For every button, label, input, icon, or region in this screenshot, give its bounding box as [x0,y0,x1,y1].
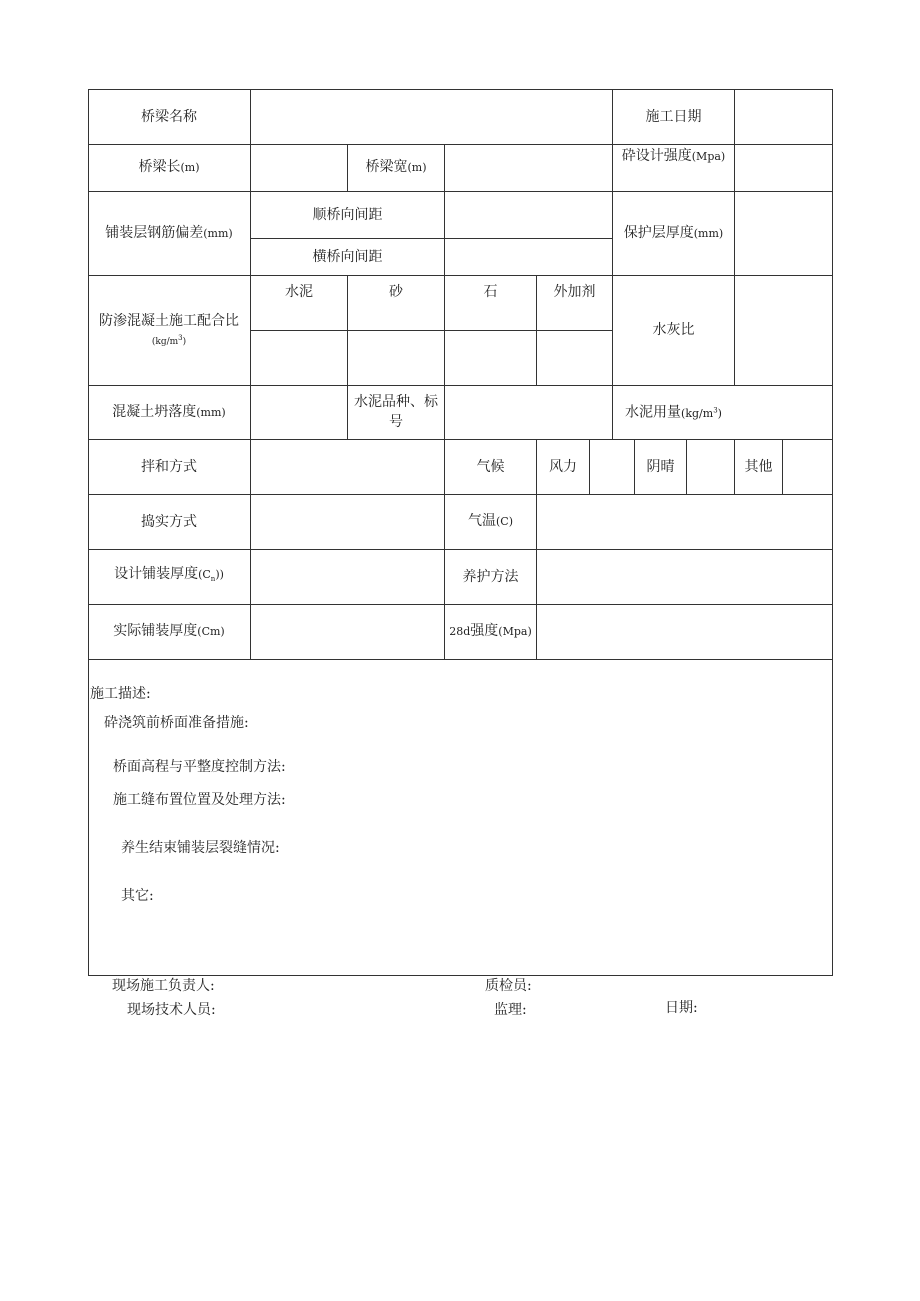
curing-method-field[interactable] [537,550,832,604]
admixture-text: 外加剂 [553,284,596,300]
compaction-method-field[interactable] [251,495,444,549]
actual-thickness-label [88,604,250,659]
concrete-strength-label [613,144,734,168]
bridge-length-unit: (m) [180,161,200,174]
rebar-deviation-unit: (mm) [203,226,233,240]
site-manager-label: 现场施工负责人: [112,978,215,994]
wind-label [537,439,589,494]
water-cement-ratio-label [613,275,734,385]
rebar-deviation-label [88,191,250,275]
concrete-strength-text: 砕设计强度 [621,147,692,164]
bridge-name-label [88,89,250,144]
other-climate-text: 其他 [744,458,773,475]
construction-description-heading: 施工描述: [90,686,151,702]
sand-header [348,276,444,308]
curing-method-label [445,549,536,604]
cement-usage-text: 水泥用量 [625,404,682,421]
concrete-strength-unit: (Mpa) [691,149,726,163]
curing-method-text: 养护方法 [462,568,519,585]
air-temp-field[interactable] [537,495,832,549]
cement-header [251,276,347,308]
cement-type-grade-text: 水泥品种、标号 [354,394,438,430]
design-thickness-field[interactable] [251,550,444,604]
construction-date-field[interactable] [735,90,832,144]
longitudinal-spacing-text: 顺桥向间距 [312,206,383,223]
design-thickness-text: 设计铺装厚度 [114,565,199,582]
air-temp-label [445,494,536,549]
cover-thickness-label [613,191,734,275]
water-cement-ratio-field[interactable] [735,276,832,385]
mixing-method-field[interactable] [251,440,444,494]
technician-label: 现场技术人员: [127,1002,216,1018]
stone-text: 石 [483,284,498,300]
cement-type-grade-label [348,385,444,439]
strength-28d-field[interactable] [537,605,832,659]
slump-unit: (mm) [196,405,226,419]
bridge-width-field[interactable] [445,145,612,191]
stone-header [445,276,536,308]
crack-status-label: 养生结束铺装层裂缝情况: [121,840,280,856]
transverse-spacing-field[interactable] [445,239,612,275]
prep-measures-label: 砕浇筑前桥面准备措施: [104,715,249,731]
cement-usage-field[interactable] [735,386,832,439]
mix-ratio-text: 防渗混凝土施工配合比 [99,313,239,329]
actual-thickness-unit: (Cm) [197,625,225,638]
admixture-amount-field[interactable] [537,331,612,385]
slump-field[interactable] [251,386,347,439]
cement-text: 水泥 [285,284,313,300]
cover-thickness-unit: (mm) [693,226,724,240]
quality-inspector-label: 质检员: [485,978,532,994]
bridge-name-field[interactable] [251,90,612,144]
others-label: 其它: [121,888,154,904]
bridge-width-text: 桥梁宽 [365,159,408,175]
weather-field[interactable] [687,440,734,494]
bridge-length-field[interactable] [251,145,347,191]
supervisor-label: 监理: [494,1002,527,1018]
strength-28d-label [445,604,536,659]
actual-thickness-field[interactable] [251,605,444,659]
strength-28d-unit: (Mpa) [498,625,532,638]
strength-28d-text: 强度 [470,623,499,639]
compaction-method-label [88,494,250,549]
air-temp-text: 气温 [468,513,496,529]
weather-label [635,439,686,494]
concrete-strength-field[interactable] [735,145,832,191]
design-thickness-label [88,549,250,604]
admixture-header [537,276,612,308]
bridge-name-text: 桥梁名称 [141,108,197,125]
construction-date-text: 施工日期 [645,108,702,125]
mixing-method-text: 拌和方式 [141,458,197,475]
cover-thickness-field[interactable] [735,192,832,275]
transverse-spacing-text: 横桥向间距 [312,248,383,265]
longitudinal-spacing-label [251,191,444,238]
bridge-width-label [348,144,444,191]
rebar-deviation-text: 铺装层钢筋偏差 [105,224,204,241]
design-thickness-unit: $(C_n)$) [198,567,224,584]
slump-label [88,385,250,439]
cement-usage-unit: $(kg/m^3)$ [681,406,722,420]
sand-amount-field[interactable] [348,331,444,385]
cement-usage-label [613,385,734,439]
compaction-method-text: 捣实方式 [141,513,197,530]
longitudinal-spacing-field[interactable] [445,192,612,238]
other-climate-field[interactable] [783,440,832,494]
cover-thickness-text: 保护层厚度 [623,224,694,241]
bridge-deck-paving-record-form [88,89,833,976]
climate-label [445,439,536,494]
wind-text: 风力 [549,458,577,475]
water-cement-ratio-text: 水灰比 [652,322,695,338]
mixing-method-label [88,439,250,494]
actual-thickness-text: 实际铺装厚度 [113,623,198,639]
other-climate-label [735,439,782,494]
slump-text: 混凝土坍落度 [112,403,197,420]
bridge-length-text: 桥梁长 [138,159,181,175]
bridge-width-unit: (m) [407,161,427,174]
elevation-control-label: 桥面高程与平整度控制方法: [113,759,286,775]
description-text-area[interactable] [89,660,832,975]
mix-ratio-unit: $(kg/m^3)$ [151,334,187,347]
wind-field[interactable] [590,440,634,494]
sand-text: 砂 [389,284,403,300]
joint-treatment-label: 施工缝布置位置及处理方法: [113,792,286,808]
climate-text: 气候 [476,458,505,475]
cement-amount-field[interactable] [251,331,347,385]
construction-date-label [613,89,734,144]
date-label: 日期: [665,1000,698,1016]
bridge-length-label [88,144,250,191]
strength-28d-prefix: 28d [449,625,471,638]
stone-amount-field[interactable] [445,331,536,385]
transverse-spacing-label [251,238,444,275]
air-temp-unit: (C) [496,515,513,528]
weather-text: 阴晴 [646,458,675,475]
mix-ratio-label [88,275,250,385]
rule-right [832,89,833,976]
cement-type-grade-field[interactable] [445,386,612,439]
